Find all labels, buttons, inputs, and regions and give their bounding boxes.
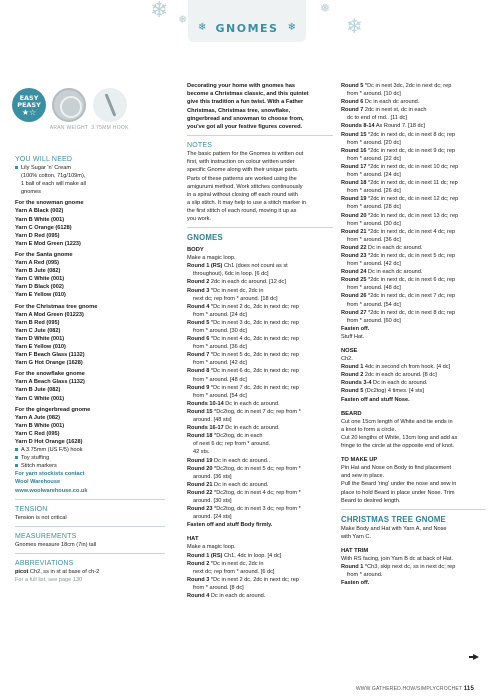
instruction-line — [341, 268, 486, 276]
instruction-label: Round 15 — [187, 408, 213, 415]
spacer — [341, 541, 486, 544]
instruction-line — [341, 106, 486, 114]
instruction-text: *2dc in next dc, dc in next 8 dc; rep — [366, 131, 456, 138]
instruction-label: Round 3 — [187, 576, 210, 583]
instruction-label: Round 7 — [187, 352, 210, 359]
instruction-text: *Dc in next 5 dc, 2dc in next dc; rep — [209, 352, 299, 359]
bullet-item: Toy stuffing — [15, 454, 165, 462]
instruction-label: Round 4 — [187, 303, 210, 310]
text-line: first, with instruction on colour written under — [187, 159, 295, 166]
subheading: TO MAKE UP — [341, 457, 378, 464]
text-line: next dc; rep from * around. [6 dc] — [193, 568, 275, 575]
instruction-label: Round 1 — [341, 564, 364, 571]
subheading: HAT — [187, 536, 199, 543]
text-line: dc to end of rnd.. [11 dc] — [347, 115, 407, 122]
text-line: from * around. [20 dc] — [347, 139, 401, 146]
instruction-line — [341, 122, 486, 130]
text-line: Tension is not critical — [15, 514, 67, 521]
text-line: Cut 20 lengths of White, 13cm long and add as — [341, 434, 458, 441]
instruction-line — [341, 228, 486, 236]
instruction-label: Round 24 — [341, 269, 367, 276]
instruction-text: *2dc in next dc, dc in next 10 dc; rep — [366, 163, 459, 170]
instruction-line — [187, 576, 333, 584]
instruction-text: Dc in each dc around. — [363, 99, 420, 106]
text-line: from * around. [30 dc] — [347, 220, 401, 227]
text-line: Ch2. — [341, 356, 353, 363]
section-heading: MEASUREMENTS — [15, 532, 77, 540]
text-line: a knot to form a circle. — [341, 426, 397, 433]
intro-line: give this tradition a fun twist. With a Father — [187, 99, 304, 106]
text-line: The basic pattern for the Gnomes is written out — [187, 151, 304, 158]
subheading: For the gingerbread gnome — [15, 406, 91, 413]
instruction-text: *Dc2tog, dc in next 3 dc; rep from * — [212, 506, 301, 513]
instruction-text: 2dc in each dc around. [8 dc] — [363, 372, 437, 379]
instruction-text: *Dc in next 2 dc, 2dc in next dc; rep — [209, 576, 299, 583]
yarn-line: Yarn A Mod Green (01223) — [15, 311, 84, 318]
instruction-line — [341, 276, 486, 284]
instruction-text: *Dc in next 3 dc, 2dc in next dc; rep — [209, 319, 299, 326]
snowflake-icon: ❄ — [287, 22, 296, 33]
intro-line: gingerbread and snowman to choose from, — [187, 115, 304, 122]
text-line: Make a magic loop. — [187, 544, 236, 551]
yarn-weight-caption: ARAN WEIGHT — [49, 125, 89, 131]
footer-url: WWW.GATHERED.HOW/SIMPLYCROCHET — [355, 686, 463, 692]
text-line: Fasten off. — [341, 580, 370, 587]
yarn-line: Yarn A Jute (082) — [15, 414, 60, 421]
instruction-label: Round 19 — [187, 457, 213, 464]
instruction-label: Round 6 — [341, 99, 364, 106]
instruction-text: *Dc in next 6 dc, 2dc in next dc; rep — [209, 368, 299, 375]
instruction-text: 2dc in each dc around. [12 dc] — [209, 279, 286, 286]
instruction-label: Rounds 16-17 — [187, 425, 224, 432]
instruction-line — [187, 432, 333, 440]
text-line: around. [36 sts] — [193, 473, 232, 480]
instruction-label: Round 26 — [341, 293, 367, 300]
yarn-line: Yarn C White (001) — [15, 395, 65, 402]
instruction-label: Round 1 (RS) — [187, 263, 223, 270]
text-line: fringe to the circle at the opposite end of knot. — [341, 443, 455, 450]
yarn-line: Yarn G Hot Orange (1628) — [15, 360, 83, 367]
text-line: Pull the Beard 'ring' under the nose and sew in — [341, 481, 457, 488]
text-line: from * around. [48 dc] — [347, 285, 401, 292]
yarn-ball-icon — [52, 88, 86, 122]
instruction-label: Round 16 — [341, 147, 367, 154]
divider — [15, 499, 165, 500]
instruction-line — [341, 252, 486, 260]
instruction-line — [341, 82, 486, 90]
spacer — [341, 450, 486, 453]
instruction-label: Round 5 — [341, 83, 364, 89]
instruction-label: Round 17 — [341, 163, 367, 170]
instruction-line — [341, 244, 486, 252]
yarn-line: Yarn E Mod Green (1223) — [15, 240, 81, 247]
text-line: Pin Hat and Nose on Body to find placement — [341, 465, 452, 472]
instruction-line — [187, 351, 333, 359]
text-line: the first stitch of each round, moving it up as — [187, 207, 297, 214]
divider — [15, 526, 165, 527]
difficulty-line2: PEASY — [17, 101, 41, 109]
yarn-line: Yarn E Yellow (010) — [15, 292, 66, 299]
text-line: Make a magic loop. — [187, 255, 236, 262]
text-line: from * around. [36 dc] — [347, 236, 401, 243]
text-line: specific Gnome along with their unique parts. — [187, 167, 299, 174]
subheading: For the snowman gnome — [15, 200, 84, 207]
star-rating-icon: ★☆ — [21, 108, 37, 117]
instruction-text: Dc in each dc around. — [366, 244, 423, 251]
text-line: from * around. [26 dc] — [347, 188, 401, 195]
instruction-line — [187, 319, 333, 327]
hook-size-caption: 3.75MM HOOK — [91, 125, 129, 131]
divider — [187, 227, 333, 228]
instruction-label: Round 27 — [341, 309, 367, 316]
instruction-text: *Dc in next dc, 2dc in — [209, 560, 264, 567]
instruction-line — [187, 457, 333, 465]
text-line: Fasten off and stuff Body firmly. — [187, 522, 273, 529]
instruction-text: *Dc in next 2 dc, 2dc in next dc; rep — [209, 303, 299, 310]
text-line: from * around. — [347, 572, 383, 579]
instruction-line — [341, 292, 486, 300]
text-line: Make Body and Hat with Yarn A, and Nose — [341, 525, 447, 532]
subheading: BEARD — [341, 410, 362, 417]
divider — [341, 509, 486, 510]
instruction-text: *Dc in next 7 dc, 2dc in next dc; rep — [209, 384, 299, 391]
text-line: throughout), 6dc in loop. [6 dc] — [193, 271, 269, 278]
instruction-text: *Dc2tog, dc in next 5 dc; rep from * — [212, 465, 301, 472]
yarn-line: Yarn D Hot Orange (1628) — [15, 439, 83, 445]
section-heading: TENSION — [15, 505, 48, 513]
instruction-line — [187, 303, 333, 311]
yarn-line: Yarn B Red (095) — [15, 319, 60, 326]
spacer — [341, 404, 486, 407]
bullet-item: A 3.75mm (US F/5) hook — [15, 446, 165, 454]
instruction-text: Dc in each dc around. — [223, 425, 280, 432]
text-line: from * around. [54 dc] — [193, 392, 247, 399]
instruction-text: Ch2, ss in st at base of ch-2 — [28, 568, 100, 575]
instruction-label: Round 15 — [341, 131, 367, 138]
text-line: with Yarn C. — [341, 533, 371, 540]
text-line: around. [30 sts] — [193, 497, 232, 504]
instruction-line — [341, 371, 486, 379]
instruction-label: Round 23 — [187, 506, 213, 513]
instruction-label: Round 5 — [187, 319, 210, 326]
instruction-text: *Dc2tog, dc in next 4 dc; rep from * — [212, 489, 301, 496]
instruction-line — [187, 424, 333, 432]
section-heading: YOU WILL NEED — [15, 156, 73, 163]
instruction-text: *2dc in next dc, dc in next 9 dc; rep — [366, 147, 456, 154]
instruction-label: Round 20 — [341, 212, 367, 219]
yarn-line: Yarn C White (001) — [15, 276, 65, 283]
instruction-line — [187, 465, 333, 473]
instruction-label: Round 18 — [341, 180, 367, 187]
text-line: Fasten off. — [341, 325, 370, 332]
instruction-text: *Dc2tog, dc in next 7 dc; rep from * — [212, 408, 301, 415]
subheading: NOSE — [341, 348, 358, 354]
yarn-line: Yarn A Beach Glass (1132) — [15, 379, 85, 386]
instruction-line — [341, 98, 486, 106]
yarn-line: Yarn D White (001) — [15, 335, 65, 342]
instruction-text: *Dc in next dc, 2dc in — [209, 287, 264, 294]
text-line: from * around. [42 dc] — [193, 360, 247, 367]
instruction-line — [341, 379, 486, 387]
instruction-text: *2dc in next dc, dc in next 11 dc; rep — [366, 180, 458, 187]
instruction-text: 2dc in next st, dc in each — [363, 107, 427, 114]
instruction-text: Dc in each dc around. — [366, 269, 423, 276]
yarn-line: Yarn B Jute (082) — [15, 387, 61, 394]
instruction-text: *Ch3, skip next dc, ss in next dc; rep — [363, 564, 456, 571]
text-line: from * around. [8 dc] — [193, 584, 244, 591]
bullet-item: Lily Sugar 'n' Cream — [15, 164, 165, 172]
intro-line: become a Christmas classic, and this quintet — [187, 91, 309, 98]
text-line: Gnomes measure 18cm (7in) tall — [15, 541, 97, 548]
intro-line: you've got all your festive figures covered. — [187, 124, 303, 131]
instruction-text: (Dc2tog) 4 times. [4 sts] — [363, 388, 424, 395]
text-line: from * around. [30 dc] — [193, 328, 247, 334]
instruction-text: *Dc2tog, dc in each — [212, 433, 263, 440]
instruction-text: Dc in each dc around. — [223, 400, 280, 407]
divider — [187, 135, 333, 136]
section-heading: GNOMES — [187, 233, 223, 243]
instruction-line — [341, 131, 486, 139]
intro-line: Decorating your home with gnomes has — [187, 83, 296, 89]
instruction-text: *2dc in next dc, dc in next 4 dc; rep — [366, 228, 456, 235]
text-line: from * around. [22 dc] — [347, 155, 401, 162]
instruction-line — [187, 592, 333, 600]
subheading: For the snowflake gnome — [15, 371, 85, 378]
instruction-text: Dc in each dc around. — [209, 593, 266, 599]
text-line: amigurumi method. Work stitches continuously — [187, 183, 303, 190]
text-line: from * around. [54 dc] — [347, 301, 401, 308]
yarn-line: Yarn C Jute (082) — [15, 327, 61, 334]
text-line: from * around. [36 dc] — [193, 344, 247, 351]
section-heading: ABBREVIATIONS — [15, 559, 74, 567]
section-heading: CHRISTMAS TREE GNOME — [341, 514, 446, 524]
instruction-line — [187, 505, 333, 513]
instruction-line — [187, 262, 333, 270]
materials-column — [15, 150, 165, 584]
text-line: and sew in place. — [341, 473, 385, 480]
snowflake-icon: ❄ — [346, 14, 363, 38]
text-line: from * around. [60 dc] — [347, 317, 401, 324]
pattern-column-middle — [187, 82, 333, 600]
instruction-text: *2dc in next dc, dc in next 5 dc; rep — [366, 252, 456, 259]
instruction-line — [187, 481, 333, 489]
subheading: For the Santa gnome — [15, 251, 73, 258]
text-line: With RS facing, join Yarn B dc at back of Hat. — [341, 555, 454, 562]
instruction-line — [187, 560, 333, 568]
instruction-label: Round 18 — [187, 433, 213, 440]
instruction-label: Round 21 — [187, 481, 213, 488]
instruction-label: picot — [15, 568, 29, 575]
instruction-label: Round 2 — [341, 372, 364, 379]
text-line: from * around. [42 dc] — [347, 261, 401, 268]
difficulty-badge — [12, 88, 46, 122]
yarn-line: Yarn A Red (095) — [15, 260, 60, 267]
instruction-label: Round 22 — [341, 244, 367, 251]
instruction-line — [341, 363, 486, 371]
text-line: you work. — [187, 215, 211, 222]
instruction-line — [187, 552, 333, 560]
text-line: place to hold Beard in place under Nose. Trim — [341, 489, 455, 496]
page-title-tab — [188, 0, 306, 42]
text-line: 1 ball of each will make all — [21, 181, 86, 188]
instruction-text: Ch1, 4dc in loop. [4 dc] — [222, 552, 282, 559]
instruction-text: *Dc in next 3dc, 2dc in next dc; rep — [363, 83, 452, 89]
instruction-label: Round 3 — [187, 287, 210, 294]
instruction-text: *2dc in next dc, dc in next 7 dc; rep — [366, 293, 456, 300]
spacer — [341, 341, 486, 344]
instruction-line — [187, 408, 333, 416]
instruction-text: *Dc in next 4 dc, 2dc in next dc; rep — [209, 336, 299, 343]
snowflake-icon: ❅ — [320, 1, 331, 15]
instruction-line — [15, 568, 165, 576]
note-line: For a full list, see page 130 — [15, 576, 83, 583]
text-line: from * around. [24 dc] — [347, 172, 401, 179]
text-line: Parts of these patterns are worked using the — [187, 175, 297, 182]
yarn-line: Yarn C Orange (6128) — [15, 224, 72, 231]
snowflake-icon: ❄ — [150, 0, 169, 23]
pattern-column-right — [341, 82, 486, 587]
yarn-line: Yarn F Beach Glass (1132) — [15, 352, 85, 359]
instruction-label: Round 22 — [187, 489, 213, 496]
yarn-line: Yarn A Black (002) — [15, 208, 64, 215]
instruction-label: Rounds 10-14 — [187, 400, 224, 407]
yarn-line: Yarn B White (001) — [15, 216, 65, 223]
text-line: gnomes — [21, 189, 41, 196]
spacer — [187, 529, 333, 532]
instruction-line — [341, 147, 486, 155]
instruction-label: Round 19 — [341, 196, 367, 203]
text-line: Beard to desired length. — [341, 497, 401, 504]
instruction-text: As Round 7. [18 dc] — [374, 123, 425, 130]
yarn-line: Yarn D Red (095) — [15, 232, 60, 239]
bullet-item: Stitch markers — [15, 462, 165, 470]
instruction-line — [341, 163, 486, 171]
stockist-line: For yarn stockists contact — [15, 471, 85, 478]
instruction-line — [187, 287, 333, 295]
divider — [15, 553, 165, 554]
instruction-text: Dc in each dc around. — [212, 481, 269, 488]
instruction-label: Round 21 — [341, 228, 367, 235]
snowflake-icon: ❄ — [198, 22, 207, 33]
instruction-line — [187, 384, 333, 392]
instruction-text: *2dc in next dc, dc in next 8 dc; rep — [366, 309, 456, 316]
page-footer — [356, 686, 474, 692]
instruction-label: Round 1 (RS) — [187, 552, 223, 559]
instruction-line — [341, 179, 486, 187]
text-line: around. [48 sts] — [193, 417, 232, 424]
subheading: For the Christmas tree gnome — [15, 303, 98, 310]
instruction-label: Round 23 — [341, 252, 367, 259]
instruction-label: Round 9 — [187, 384, 210, 391]
instruction-line — [341, 387, 486, 395]
text-line: Fasten off and stuff Nose. — [341, 396, 410, 403]
stockist-line: Wool Warehouse — [15, 479, 61, 486]
text-line: from * around. [28 dc] — [347, 204, 401, 211]
page-number: 115 — [463, 686, 474, 692]
continue-arrow-icon — [473, 654, 479, 660]
yarn-line: Yarn B White (001) — [15, 422, 65, 429]
section-heading: NOTES — [187, 142, 213, 150]
instruction-line — [341, 195, 486, 203]
instruction-text: Dc in each dc around. — [371, 380, 428, 387]
text-line: from * around. [24 dc] — [193, 311, 247, 318]
instruction-label: Round 5 — [341, 388, 364, 395]
stockist-line: www.woolwarehouse.co.uk — [15, 487, 88, 494]
crochet-hook-icon — [93, 88, 127, 122]
instruction-text: *2dc in next dc, dc in next 6 dc; rep — [366, 277, 456, 284]
instruction-text: 4dc in second ch from hook. [4 dc] — [363, 364, 451, 371]
text-line: from * around. [48 dc] — [193, 376, 247, 383]
yarn-line: Yarn B Jute (082) — [15, 268, 61, 275]
instruction-label: Round 25 — [341, 277, 367, 284]
text-line: 42 sts. — [193, 449, 210, 456]
instruction-label: Round 2 — [187, 560, 210, 567]
instruction-label: Round 8 — [187, 368, 210, 375]
intro-line: Christmas, Christmas tree, snowflake, — [187, 107, 291, 114]
instruction-label: Round 4 — [187, 593, 210, 599]
instruction-line — [187, 335, 333, 343]
yarn-line: Yarn C Red (095) — [15, 430, 60, 437]
text-line: from * around. [10 dc] — [347, 91, 401, 98]
instruction-line — [187, 400, 333, 408]
instruction-label: Round 20 — [187, 465, 213, 472]
subheading: HAT TRIM — [341, 547, 369, 554]
instruction-line — [187, 278, 333, 286]
text-line: of next 6 dc; rep from * around. — [193, 441, 271, 448]
instruction-label: Round 1 — [341, 364, 364, 371]
instruction-text: Ch1 (does not count as st — [222, 263, 288, 270]
difficulty-line1: EASY — [19, 94, 39, 102]
text-line: Cut one 15cm length of White and tie ends in — [341, 418, 453, 425]
instruction-text: Dc in each dc around.. — [212, 457, 271, 464]
text-line: around. [24 sts] — [193, 514, 232, 521]
instruction-label: Round 2 — [187, 279, 210, 286]
instruction-text: *2dc in next dc, dc in next 12 dc; rep — [366, 196, 459, 203]
instruction-line — [187, 489, 333, 497]
instruction-text: *2dc in next dc, dc in next 13 dc; rep — [366, 212, 459, 219]
text-line: Stuff Hat. — [341, 333, 365, 340]
snowflake-icon: ❅ — [178, 13, 188, 26]
instruction-line — [341, 309, 486, 317]
yarn-line: Yarn E Yellow (010) — [15, 343, 66, 350]
instruction-label: Rounds 3-4 — [341, 380, 372, 387]
page-title: GNOMES — [215, 22, 279, 35]
instruction-line — [187, 367, 333, 375]
text-line: (100% cotton, 71g/109m), — [21, 173, 86, 180]
text-line: in a spiral without closing off each round with — [187, 191, 298, 198]
instruction-label: Round 7 — [341, 107, 364, 114]
yarn-line: Yarn D Black (002) — [15, 284, 64, 291]
instruction-label: Rounds 8-14 — [341, 123, 375, 130]
text-line: a slip stitch. It may help to use a stitch marker in — [187, 199, 307, 206]
instruction-line — [341, 212, 486, 220]
instruction-line — [341, 563, 486, 571]
text-line: next dc; rep from * around. [18 dc] — [193, 295, 278, 302]
instruction-label: Round 6 — [187, 336, 210, 343]
subheading: BODY — [187, 247, 204, 254]
